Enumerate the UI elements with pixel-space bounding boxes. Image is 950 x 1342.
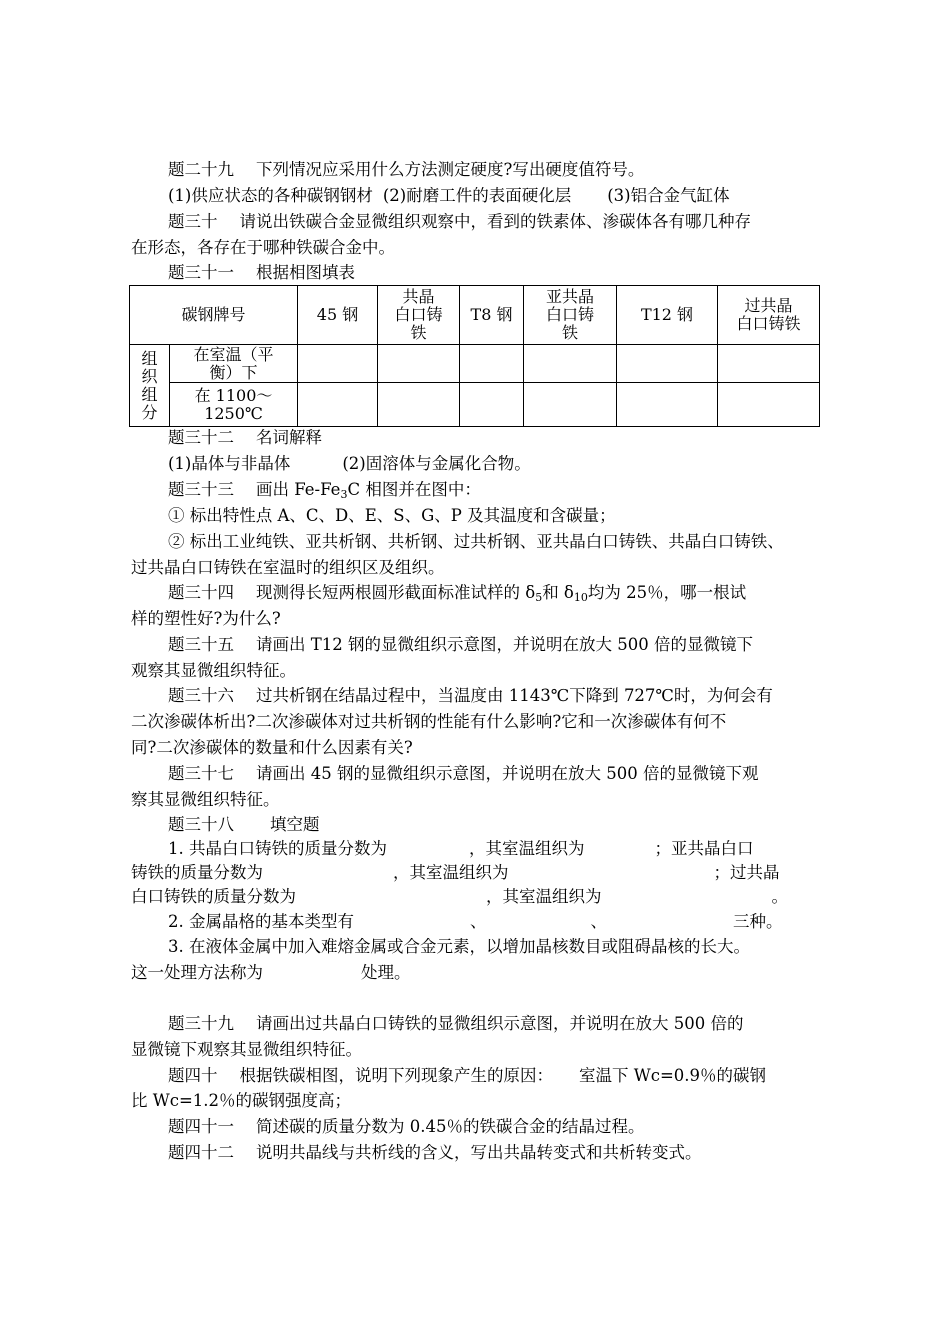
q33-subscript: 3 — [340, 488, 348, 501]
row-group-char-4: 分 — [141, 402, 158, 422]
q35-line-1 — [168, 632, 868, 658]
table-cell[interactable] — [617, 345, 718, 383]
q36-line-2: 二次渗碳体析出?二次渗碳体对过共析钢的性能有什么影响?它和一次渗碳体有何不 — [131, 712, 727, 731]
q29-item-3: (3)铝合金气缸体 — [607, 186, 730, 205]
q39-line-2: 显微镜下观察其显微组织特征。 — [131, 1040, 362, 1059]
q38-f3c: 。 — [771, 887, 788, 906]
q38-fill-6 — [131, 960, 831, 986]
table-cell[interactable] — [524, 383, 617, 427]
q34-text-b: 和 δ — [542, 583, 574, 602]
q38-fill-3 — [131, 884, 831, 910]
table-row — [130, 383, 820, 427]
header-eutectic-l1: 共晶 — [402, 287, 435, 306]
q31-title: 题三十一 — [168, 263, 234, 282]
q32-item-2: (2)固溶体与金属化合物。 — [342, 454, 531, 473]
q34-sub-1: 5 — [535, 591, 543, 604]
q39-text-1: 请画出过共晶白口铸铁的显微组织示意图，并说明在放大 500 倍的 — [256, 1014, 744, 1033]
header-hyper-l2: 白口铸铁 — [736, 314, 801, 333]
table-row — [130, 345, 820, 383]
header-hypo-l2: 白口铸 — [545, 305, 594, 324]
q38-f1b: ，其室温组织为 — [469, 839, 585, 858]
table-cell[interactable] — [460, 383, 524, 427]
table-cell[interactable] — [617, 383, 718, 427]
q40-text-1b: 室温下 Wc=0.9％的碳钢 — [579, 1066, 767, 1085]
header-hypo-l1: 亚共晶 — [545, 287, 594, 306]
q33-item-2b: 过共晶白口铸铁在室温时的组织区及组织。 — [131, 558, 445, 577]
q38-fill-5: 3. 在液体金属中加入难熔金属或合金元素，以增加晶核数目或阻碍晶核的长大。 — [168, 937, 750, 956]
table-cell[interactable] — [460, 345, 524, 383]
q30-line-2: 在形态，各存在于哪种铁碳合金中。 — [131, 238, 395, 257]
q37-line-2: 察其显微组织特征。 — [131, 790, 280, 809]
phase-table — [129, 285, 820, 427]
row-group-char-3: 组 — [141, 384, 158, 404]
q40-text-1: 根据铁碳相图，说明下列现象产生的原因： — [239, 1066, 553, 1085]
q32-title: 题三十二 — [168, 428, 234, 447]
q39-line-1 — [168, 1011, 868, 1037]
q34-line-2: 样的塑性好?为什么? — [131, 609, 281, 628]
q38-f6a: 这一处理方法称为 — [131, 963, 263, 982]
table-cell[interactable] — [718, 383, 820, 427]
table-cell[interactable] — [378, 345, 460, 383]
q41-title: 题四十一 — [168, 1117, 234, 1136]
q39-title: 题三十九 — [168, 1014, 234, 1033]
q36-text-1: 过共析钢在结晶过程中，当温度由 1143℃下降到 727℃时，为何会有 — [256, 686, 773, 705]
row-group-char-1: 组 — [141, 348, 158, 368]
row-group-char-2: 织 — [141, 366, 158, 386]
q32-text: 名词解释 — [256, 428, 322, 447]
q38-f3a: 白口铸铁的质量分数为 — [131, 887, 296, 906]
q42-title: 题四十二 — [168, 1143, 234, 1162]
q36-line-1 — [168, 683, 868, 709]
header-t12-steel: T12 钢 — [617, 286, 718, 345]
q38-f2c: ；过共晶 — [713, 863, 780, 882]
q34-text-c: 均为 25％，哪一根试 — [587, 583, 747, 602]
header-hypereutectic-iron — [718, 286, 820, 345]
table-cell[interactable] — [378, 383, 460, 427]
table-cell[interactable] — [524, 345, 617, 383]
row-label-room-temp — [170, 345, 298, 383]
q38-f1a: 1. 共晶白口铸铁的质量分数为 — [168, 839, 387, 858]
q37-title: 题三十七 — [168, 764, 234, 783]
q32-items — [168, 451, 868, 477]
header-hypoeutectic-iron — [524, 286, 617, 345]
q38-line — [168, 812, 868, 838]
header-hypo-l3: 铁 — [561, 323, 578, 342]
q33-text-b: C 相图并在图中： — [347, 480, 481, 499]
table-cell[interactable] — [718, 345, 820, 383]
q35-title: 题三十五 — [168, 635, 234, 654]
table-header-row — [130, 286, 820, 345]
q33-text-a: 画出 Fe-Fe — [256, 480, 341, 499]
q38-text: 填空题 — [270, 815, 320, 834]
q34-text-a: 现测得长短两根圆形截面标准试样的 δ — [256, 583, 536, 602]
q31-text: 根据相图填表 — [256, 263, 355, 282]
q38-f3b: ，其室温组织为 — [486, 887, 602, 906]
q41-line — [168, 1114, 868, 1140]
q41-text: 简述碳的质量分数为 0.45％的铁碳合金的结晶过程。 — [256, 1117, 645, 1136]
q31-line — [168, 260, 868, 286]
q34-title: 题三十四 — [168, 583, 234, 602]
q35-line-2: 观察其显微组织特征。 — [131, 661, 296, 680]
q38-f4a: 2. 金属晶格的基本类型有 — [168, 912, 354, 931]
header-hyper-l1: 过共晶 — [744, 296, 793, 315]
row-label-room-temp-l1: 在室温（平 — [193, 344, 274, 364]
q38-f4d: 三种。 — [733, 912, 783, 931]
q29-text: 下列情况应采用什么方法测定硬度?写出硬度值符号。 — [256, 160, 645, 179]
q38-title: 题三十八 — [168, 815, 234, 834]
header-eutectic-l2: 白口铸 — [394, 305, 443, 324]
q33-item-1: ① 标出特性点 A、C、D、E、S、G、P 及其温度和含碳量； — [168, 506, 616, 525]
q36-line-3: 同?二次渗碳体的数量和什么因素有关? — [131, 738, 413, 757]
q32-line — [168, 425, 868, 451]
table-cell[interactable] — [298, 383, 378, 427]
q30-title: 题三十 — [168, 212, 218, 231]
q40-title: 题四十 — [168, 1066, 218, 1085]
q42-line — [168, 1140, 868, 1166]
row-label-room-temp-l2: 衡）下 — [209, 362, 258, 382]
q38-f2b: ，其室温组织为 — [393, 863, 509, 882]
q33-title: 题三十三 — [168, 480, 234, 499]
q38-f6b: 处理。 — [361, 963, 411, 982]
q38-fill-4 — [168, 909, 868, 935]
header-steel-grade: 碳钢牌号 — [130, 286, 298, 345]
header-t8-steel: T8 钢 — [460, 286, 524, 345]
table-cell[interactable] — [298, 345, 378, 383]
q34-sub-2: 10 — [573, 591, 588, 604]
q42-text: 说明共晶线与共析线的含义，写出共晶转变式和共析转变式。 — [256, 1143, 702, 1162]
q30-text-1: 请说出铁碳合金显微组织观察中，看到的铁素体、渗碳体各有哪几种存 — [239, 212, 751, 231]
row-group-label — [130, 345, 170, 427]
row-label-high-temp-l1: 在 1100～ — [194, 385, 273, 405]
row-label-high-temp-l2: 1250℃ — [204, 403, 263, 423]
q29-line — [168, 157, 868, 183]
row-label-high-temp — [170, 383, 298, 427]
q38-fill-2 — [131, 860, 831, 886]
q40-line-2: 比 Wc=1.2％的碳钢强度高； — [131, 1091, 352, 1110]
q35-text-1: 请画出 T12 钢的显微组织示意图，并说明在放大 500 倍的显微镜下 — [256, 635, 753, 654]
q30-line-1 — [168, 209, 868, 235]
q29-title: 题二十九 — [168, 160, 234, 179]
q38-f4b: 、 — [470, 912, 487, 931]
q38-f4c: 、 — [590, 912, 607, 931]
q38-f1c: ；亚共晶白口 — [654, 839, 754, 858]
q38-fill-1 — [168, 836, 868, 862]
q40-line-1 — [168, 1063, 868, 1089]
header-eutectic-iron — [378, 286, 460, 345]
header-eutectic-l3: 铁 — [410, 323, 427, 342]
q38-f2a: 铸铁的质量分数为 — [131, 863, 263, 882]
q29-items — [168, 183, 868, 209]
q36-title: 题三十六 — [168, 686, 234, 705]
q32-item-1: (1)晶体与非晶体 — [168, 454, 291, 473]
q37-text-1: 请画出 45 钢的显微组织示意图，并说明在放大 500 倍的显微镜下观 — [256, 764, 759, 783]
q29-item-2: (2)耐磨工件的表面硬化层 — [382, 186, 572, 205]
q33-item-2a: ② 标出工业纯铁、亚共析钢、共析钢、过共析钢、亚共晶白口铸铁、共晶白口铸铁、 — [168, 532, 784, 551]
header-45-steel: 45 钢 — [298, 286, 378, 345]
q37-line-1 — [168, 761, 868, 787]
q29-item-1: (1)供应状态的各种碳钢钢材 — [168, 186, 373, 205]
